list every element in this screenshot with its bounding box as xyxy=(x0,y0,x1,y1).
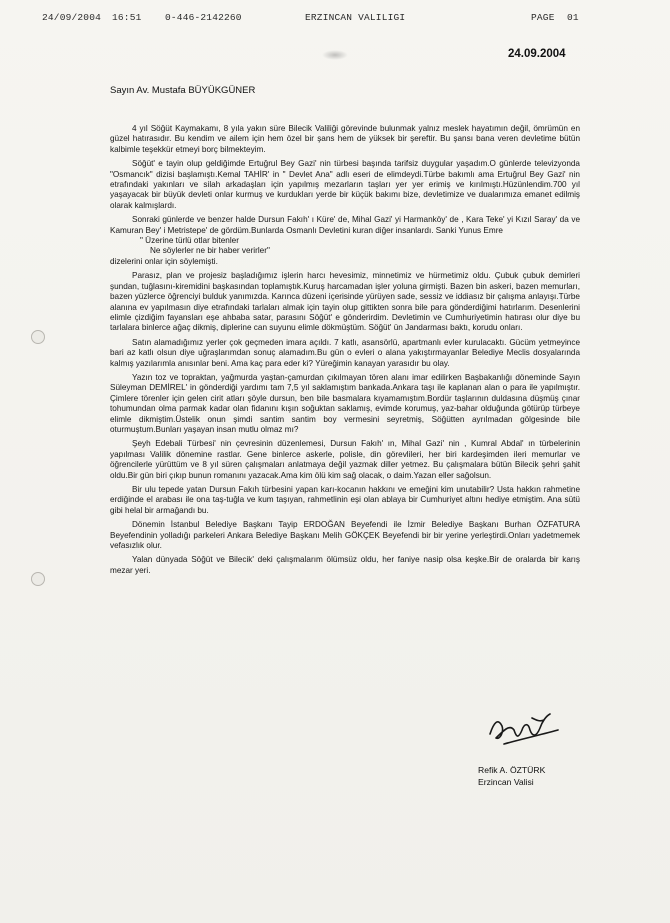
letter-date: 24.09.2004 xyxy=(508,48,566,60)
paragraph: Satın alamadığımız yerler çok geçmeden imara açıldı. 7 katlı, asansörlü, apartmanlı evler kurulacaktı. Gücüm yetmeyince bari az katlı olsun diye uğraşlarımdan sonuç alamadım.Bu gün o evleri o alana yakıştırmayanlar Belediye Meclis dosyalarında kalmış yazılarımla anısınlar beni. Ama kaç para eder ki? Yüreğimin kanayan yarasıdır bu olay. xyxy=(110,337,580,368)
signer-title: Erzincan Valisi xyxy=(478,777,534,787)
ink-smudge xyxy=(322,50,348,60)
fax-time: 16:51 xyxy=(112,12,142,23)
punch-hole xyxy=(31,330,45,344)
signer-name: Refik A. ÖZTÜRK xyxy=(478,765,546,775)
fax-page-label: PAGE xyxy=(531,12,555,23)
paragraph: Yalan dünyada Söğüt ve Bilecik' deki çalışmalarım ölümsüz oldu, her faniye nasip olsa keşke.Bir de oralarda bir karış mezar yeri. xyxy=(110,555,580,575)
punch-hole xyxy=(31,572,45,586)
fax-date: 24/09/2004 xyxy=(42,12,102,23)
fax-page-number: 01 xyxy=(567,12,579,23)
paragraph: Parasız, plan ve projesiz başladığımız işlerin harcı hevesimiz, minnetimiz ve hürmetimiz oldu. Çubuk çubuk demirleri şundan, tuğlasını-kiremidini başkasından toplamıştık.Kuruş harcamadan işler yoluna girmişti. Bazen bin askeri, bazen memurları, bazen yüzlerce öğrenciyi bulduk yanımızda. Karınca düzeni içerisinde yürüyen sade, sessiz ve iddiasız bir çalışma anlayışı.Türbe alanına ev yapılmasın diye etrafındaki tarlaları almak için tayin olup gittikten sonra bile para gönderdiğimi hatırlarım. Desenlerini elimle çizdiğim fayansları eşe ahbaba satar, parasını Söğüt' e gönderirdim. Devletimin ve Cumhuriyetimin hatırası olur diye bu tarlalara binlerce ağaç dikmiş, diplerine can suyunu elimle dökmüştüm. Söğüt' ün Jandarması baktı, korudu onları. xyxy=(110,271,580,333)
poem-line: " Üzerine türlü otlar bitenler xyxy=(140,236,239,246)
poem-quote xyxy=(110,236,580,267)
paragraph: Söğüt' e tayin olup geldiğimde Ertuğrul Bey Gazi' nin türbesi başında tarifsiz duygular yaşadım.O günlerde televizyonda "Osmancık" dizisi başlamıştı.Kemal TAHİR' in " Devlet Ana" adlı eseri de elimdeydi.Türbe bakımlı ama Ertuğrul Bey Gazi' nin etrafındaki yakınları ve silah arkadaşları için yapılmış mezarların taşları yer yer erimiş ve kırılmıştı.Hüzünlendim.700 yıl yaşayacak bir büyük devleti onlar kurmuş ve kurdukları yerde bir küçük bakımı bize, devletimize ve dualarımıza emanet edilmiş olarak kalmışlardı. xyxy=(110,159,580,210)
paragraph: Şeyh Edebali Türbesi' nin çevresinin düzenlemesi, Dursun Fakıh' ın, Mihal Gazi' nin , Kumral Abdal' ın türbelerinin yapılması Valilik dönemine rastlar. Gene binlerce askerle, polisle, din görevlileri, her biri kardeşimden ileri memurlar ve öğrencilerle yürüttüm ve 8 yıl süren çalışmaları anlatmaya değil yazmak diller yetmez. Bu çalışmalara bütün Bilecik şehri şahit oldu.Bir gün biri çıkıp bunun romanını yazacak.Ama kim ölü kim sağ olacak, o daim.Yazan eller sağolsun. xyxy=(110,439,580,480)
handwritten-signature xyxy=(484,700,564,756)
letter-body xyxy=(110,124,580,580)
fax-sender: ERZINCAN VALILIGI xyxy=(305,12,406,23)
paragraph: Bir ulu tepede yatan Dursun Fakıh türbesini yapan karı-kocanın hakkını ve emeğini kim unutabilir? Usta hakkın rahmetine erdiğinde el arabası ile ona taş-tuğla ve kum taşıyan, rahmetlinin eşi olan ablaya bir Cumhuriyet altını hediye etmiştim. Ana sütü gibi helal bir armağandı bu. xyxy=(110,485,580,515)
paragraph: Dönemin İstanbul Belediye Başkanı Tayip ERDOĞAN Beyefendi ile İzmir Belediye Başkanı Burhan ÖZFATURA Beyefendinin yolladığı parkeleri Ankara Belediye Başkanı Melih GÖKÇEK Beyefendi bir bir yerine yerleştirdi.Onları yadetmemek vefasızlık olur. xyxy=(110,520,580,551)
fax-number: 0-446-2142260 xyxy=(165,12,242,23)
paragraph: 4 yıl Söğüt Kaymakamı, 8 yıla yakın süre Bilecik Valiliği görevinde bulunmak yalnız meslek hayatımın değil, ömrümün en güzel hatırasıdır. Bu kendim ve ailem için hem özel bir şans hem de yüksek bir şereftir. Bu şansı bana veren devletime bütün kalbimle teşekkür etmeyi borç bilmekteyim. xyxy=(110,124,580,154)
salutation: Sayın Av. Mustafa BÜYÜKGÜNER xyxy=(110,85,256,96)
poem-line: dizelerini onlar için söylemişti. xyxy=(110,256,218,266)
poem-line: Ne söylerler ne bir haber verirler" xyxy=(150,246,270,256)
paragraph: Yazın toz ve topraktan, yağmurda yaştan-çamurdan çıkılmayan tören alanı imar edilirken Başbakanlığı döneminde Sayın Süleyman DEMİREL' in gönderdiği yardımı tam 7,5 yıl saklamıştım bankada.Ankara taşı ile kaplanan alan o para ile yapılmıştır. Çimlere törenler için gelen cirit atları şöyle dursun, ben bile basmalara kıyamamıştım.Bordür taşlarının duldasına düşmüş çınar tohumundan olma parmak kadar olan fidanını kışın soğuktan saklamış, evimde korumuş, yaz-bahar olduğunda götürüp türbeye elimle dikmiştim.Üstelik onun şimdi santim santim boy vermesini seyretmiş, Söğütten ayrılmadan gölgesinde bile oturmuştum.Bunları yaşayan insan mutlu olmaz mı? xyxy=(110,372,580,434)
fax-header xyxy=(0,12,670,26)
paragraph: Sonraki günlerde ve benzer halde Dursun Fakıh' ı Küre' de, Mihal Gazi' yi Harmanköy' de , Kara Teke' yi Kızıl Saray' da ve Kamuran Bey' i Metristepe' de gördüm.Bunlarda Osmanlı Devletini kuran diğer insanlardı. Sanki Yunus Emre xyxy=(110,215,580,235)
